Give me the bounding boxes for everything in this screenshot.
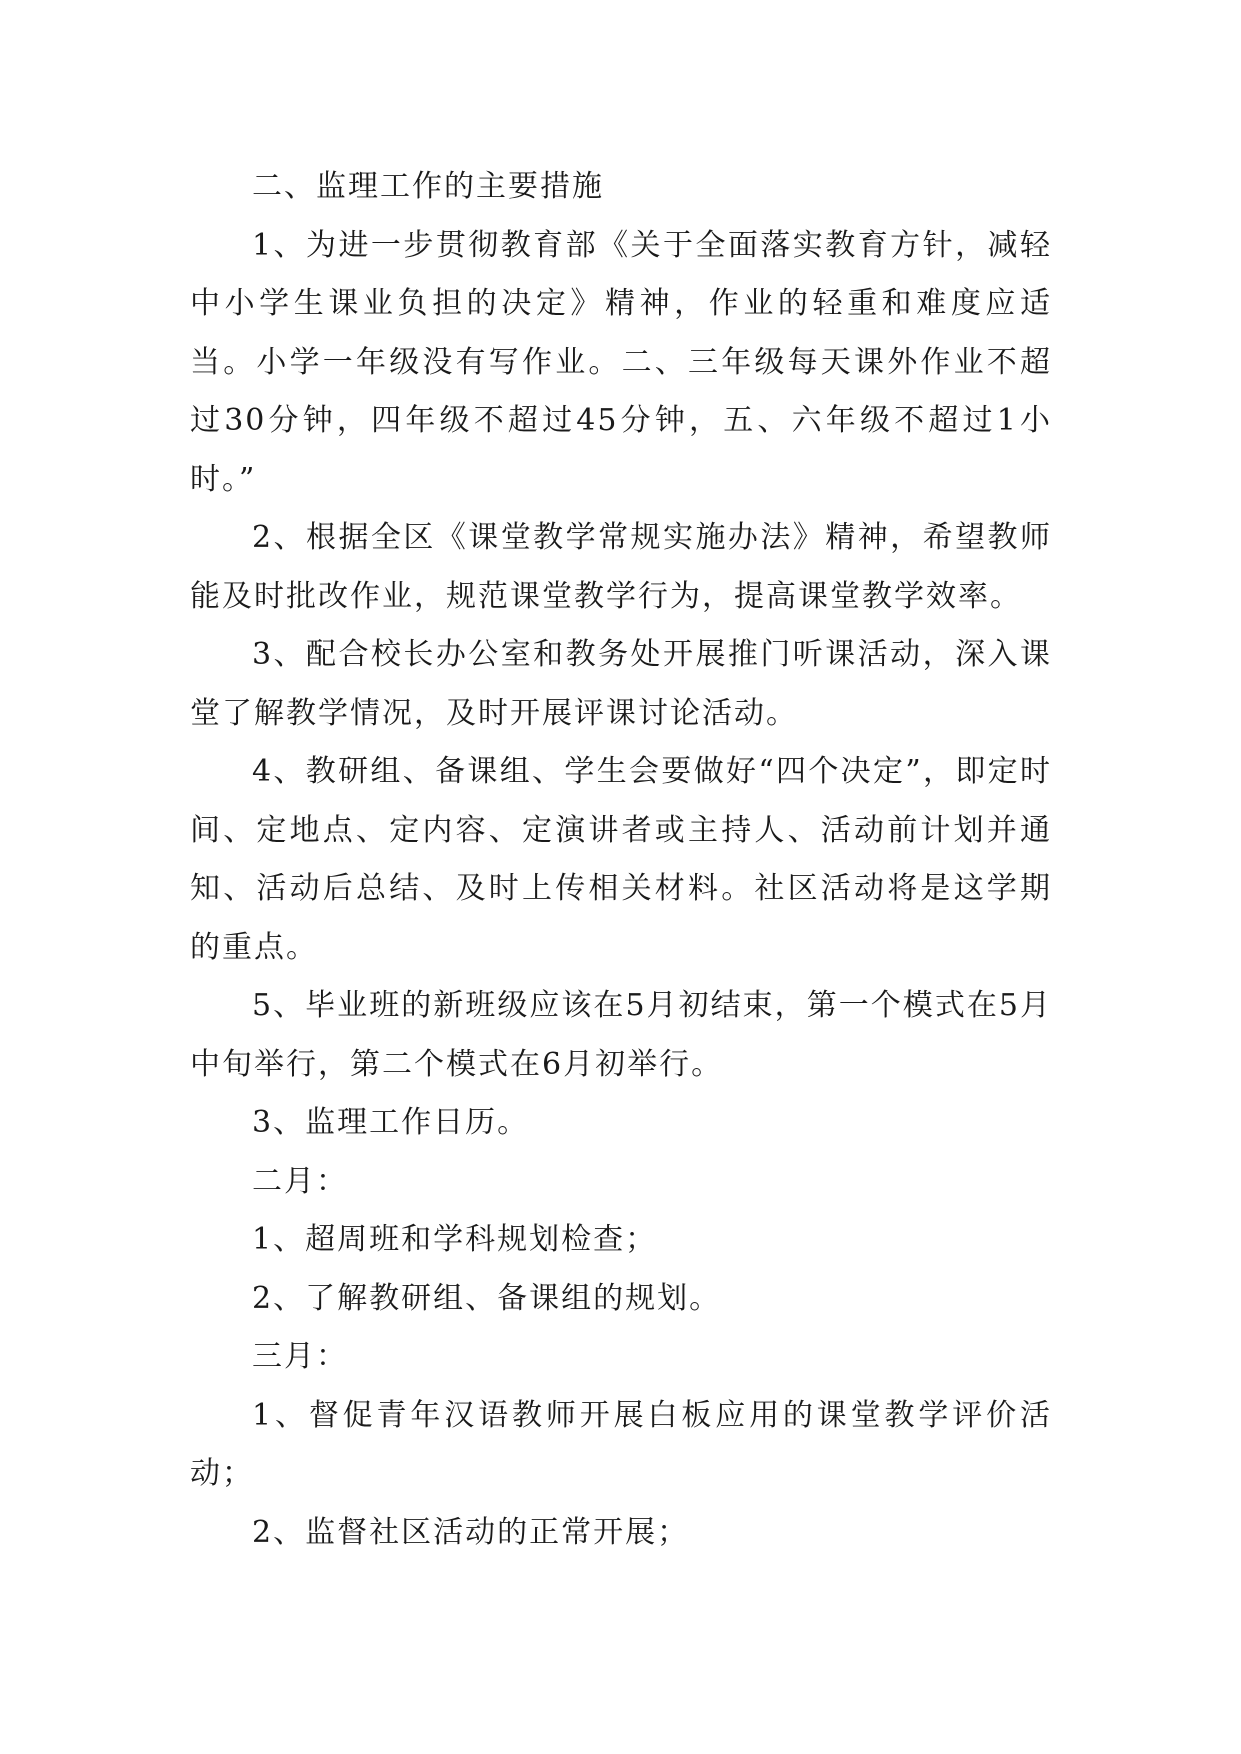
- month-label-march: 三月：: [252, 1339, 348, 1374]
- measure-item-2: 2、根据全区《课堂教学常规实施办法》精神，希望教师能及时批改作业，规范课堂教学行为，提高课堂教学效率。: [190, 520, 1052, 614]
- measure-item-5: 5、毕业班的新班级应该在5月初结束，第一个模式在5月中旬举行，第二个模式在6月初举行。: [190, 988, 1052, 1082]
- measure-item-3: 3、配合校长办公室和教务处开展推门听课活动，深入课堂了解教学情况，及时开展评课讨论活动。: [190, 637, 1052, 731]
- march-item-2: 2、监督社区活动的正常开展；: [252, 1514, 690, 1550]
- document-body: [190, 158, 1052, 1562]
- february-item-2: 2、了解教研组、备课组的规划。: [252, 1280, 722, 1316]
- march-item-1: 1、督促青年汉语教师开展白板应用的课堂教学评价活动；: [190, 1397, 1052, 1491]
- calendar-heading: 3、监理工作日历。: [252, 1105, 530, 1140]
- february-item-1: 1、超周班和学科规划检查；: [252, 1222, 658, 1257]
- section-heading: 二、监理工作的主要措施: [252, 169, 604, 204]
- measure-item-1: 1、为进一步贯彻教育部《关于全面落实教育方针，减轻中小学生课业负担的决定》精神，作业的轻重和难度应适当。小学一年级没有写作业。二、三年级每天课外作业不超过30分钟，四年级不超过45分钟，五、六年级不超过1小时。”: [190, 227, 1052, 497]
- measure-item-4: 4、教研组、备课组、学生会要做好“四个决定”，即定时间、定地点、定内容、定演讲者或主持人、活动前计划并通知、活动后总结、及时上传相关材料。社区活动将是这学期的重点。: [190, 754, 1052, 965]
- month-label-february: 二月：: [252, 1163, 348, 1199]
